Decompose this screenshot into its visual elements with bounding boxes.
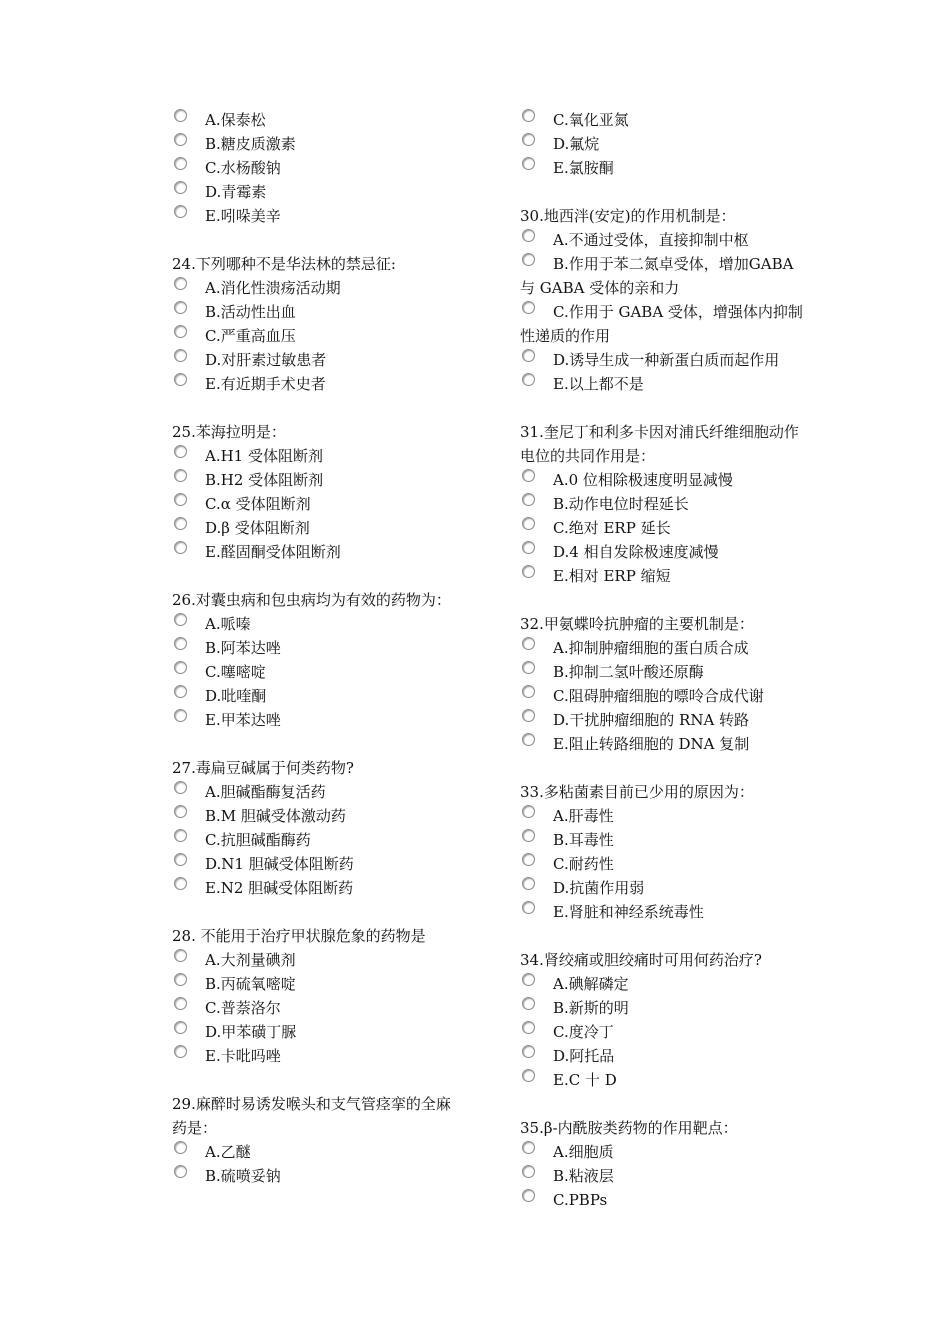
option[interactable] <box>520 1164 812 1188</box>
option[interactable] <box>520 156 812 180</box>
radio-button-icon[interactable] <box>522 157 535 170</box>
option-label: D.抗菌作用弱 <box>553 879 645 897</box>
option-label: E.吲哚美辛 <box>205 207 281 225</box>
radio-button-icon[interactable] <box>174 133 187 146</box>
option-label: E.肾脏和神经系统毒性 <box>553 903 704 921</box>
radio-button-icon[interactable] <box>522 301 535 314</box>
option-label: D.阿托品 <box>553 1047 615 1065</box>
question-stem: 25.苯海拉明是： <box>172 423 286 441</box>
option-label: E.相对 ERP 缩短 <box>553 567 671 585</box>
question-stem: 26.对囊虫病和包虫病均为有效的药物为： <box>172 591 451 609</box>
option-label: D.干扰肿瘤细胞的 RNA 转路 <box>553 711 750 729</box>
question-stem: 24.下列哪种不是华法林的禁忌征: <box>172 255 396 273</box>
option[interactable] <box>172 636 464 660</box>
option[interactable] <box>520 900 812 924</box>
question-block <box>172 756 464 900</box>
option-label: C.普萘洛尔 <box>205 999 281 1017</box>
radio-button-icon[interactable] <box>174 517 187 530</box>
option-label: D.吡喹酮 <box>205 687 267 705</box>
question-stem: 32.甲氨蝶呤抗肿瘤的主要机制是： <box>520 615 754 633</box>
radio-button-icon[interactable] <box>174 613 187 626</box>
option-label: C.氧化亚氮 <box>553 111 629 129</box>
option-label: D.N1 胆碱受体阻断药 <box>205 855 354 873</box>
radio-button-icon[interactable] <box>522 1141 535 1154</box>
radio-button-icon[interactable] <box>522 1045 535 1058</box>
radio-button-icon[interactable] <box>174 349 187 362</box>
radio-button-icon[interactable] <box>522 709 535 722</box>
option[interactable] <box>172 1020 464 1044</box>
option[interactable] <box>520 1188 812 1212</box>
option[interactable] <box>520 300 812 348</box>
radio-button-icon[interactable] <box>522 733 535 746</box>
option[interactable] <box>172 972 464 996</box>
question-block <box>172 924 464 1068</box>
option-label: C.噻嘧啶 <box>205 663 266 681</box>
option-label: E.阻止转路细胞的 DNA 复制 <box>553 735 750 753</box>
radio-button-icon[interactable] <box>522 901 535 914</box>
radio-button-icon[interactable] <box>174 1141 187 1154</box>
option[interactable] <box>520 228 812 252</box>
radio-button-icon[interactable] <box>174 637 187 650</box>
radio-button-icon[interactable] <box>174 109 187 122</box>
radio-button-icon[interactable] <box>174 541 187 554</box>
question-block <box>172 420 464 564</box>
option-label: C.α 受体阻断剂 <box>205 495 311 513</box>
option[interactable] <box>172 1164 464 1188</box>
option[interactable] <box>172 804 464 828</box>
radio-button-icon[interactable] <box>174 1165 187 1178</box>
option-label: A.肝毒性 <box>553 807 614 825</box>
radio-button-icon[interactable] <box>174 949 187 962</box>
radio-button-icon[interactable] <box>174 157 187 170</box>
option[interactable] <box>520 684 812 708</box>
option-label: B.阿苯达唑 <box>205 639 281 657</box>
radio-button-icon[interactable] <box>522 661 535 674</box>
option-label: B.耳毒性 <box>553 831 614 849</box>
radio-button-icon[interactable] <box>174 997 187 1010</box>
option[interactable] <box>172 324 464 348</box>
option[interactable] <box>520 804 812 828</box>
option[interactable] <box>520 372 812 396</box>
option[interactable] <box>172 708 464 732</box>
radio-button-icon[interactable] <box>522 637 535 650</box>
right-column <box>520 108 812 1212</box>
radio-button-icon[interactable] <box>174 445 187 458</box>
radio-button-icon[interactable] <box>174 781 187 794</box>
option[interactable] <box>172 348 464 372</box>
radio-button-icon[interactable] <box>174 973 187 986</box>
option[interactable] <box>520 540 812 564</box>
radio-button-icon[interactable] <box>174 853 187 866</box>
radio-button-icon[interactable] <box>174 205 187 218</box>
question-block <box>520 1116 812 1212</box>
option[interactable] <box>172 1044 464 1068</box>
option[interactable] <box>520 492 812 516</box>
option-label: C.抗胆碱酯酶药 <box>205 831 311 849</box>
radio-button-icon[interactable] <box>174 877 187 890</box>
option-label: A.乙醚 <box>205 1143 251 1161</box>
radio-button-icon[interactable] <box>174 469 187 482</box>
option[interactable] <box>172 204 464 228</box>
option-label: A.细胞质 <box>553 1143 614 1161</box>
left-column <box>172 108 464 1188</box>
option-label: B.作用于苯二氮卓受体，增加GABA 与 GABA 受体的亲和力 <box>520 255 794 297</box>
radio-button-icon[interactable] <box>522 1165 535 1178</box>
question-stem: 34.肾绞痛或胆绞痛时可用何药治疗? <box>520 951 762 969</box>
option[interactable] <box>520 1140 812 1164</box>
option-label: E.卡吡吗唑 <box>205 1047 281 1065</box>
option[interactable] <box>520 348 812 372</box>
option-label: D.β 受体阻断剂 <box>205 519 310 537</box>
radio-button-icon[interactable] <box>522 373 535 386</box>
radio-button-icon[interactable] <box>522 565 535 578</box>
option[interactable] <box>172 444 464 468</box>
radio-button-icon[interactable] <box>174 709 187 722</box>
option[interactable] <box>520 108 812 132</box>
option-label: A.H1 受体阻断剂 <box>205 447 323 465</box>
question-stem: 30.地西泮(安定)的作用机制是： <box>520 207 736 225</box>
radio-button-icon[interactable] <box>174 1045 187 1058</box>
radio-button-icon[interactable] <box>522 469 535 482</box>
option-label: D.氟烷 <box>553 135 600 153</box>
option[interactable] <box>172 156 464 180</box>
radio-button-icon[interactable] <box>174 661 187 674</box>
option[interactable] <box>172 1140 464 1164</box>
option[interactable] <box>520 1068 812 1092</box>
question-block <box>172 1092 464 1188</box>
option[interactable] <box>172 132 464 156</box>
radio-button-icon[interactable] <box>174 805 187 818</box>
option[interactable] <box>172 180 464 204</box>
radio-button-icon[interactable] <box>174 325 187 338</box>
option-label: D.甲苯磺丁脲 <box>205 1023 297 1041</box>
option[interactable] <box>520 660 812 684</box>
option-label: B.H2 受体阻断剂 <box>205 471 324 489</box>
question-stem: 27.毒扁豆碱属于何类药物? <box>172 759 354 777</box>
option-label: E.有近期手术史者 <box>205 375 326 393</box>
question-block <box>520 780 812 924</box>
question-block <box>520 108 812 180</box>
option-label: C.耐药性 <box>553 855 614 873</box>
radio-button-icon[interactable] <box>174 181 187 194</box>
option-label: C.阻碍肿瘤细胞的嘌呤合成代谢 <box>553 687 764 705</box>
option[interactable] <box>172 948 464 972</box>
option-label: B.粘液层 <box>553 1167 614 1185</box>
question-block <box>520 948 812 1092</box>
option[interactable] <box>172 684 464 708</box>
option[interactable] <box>172 468 464 492</box>
radio-button-icon[interactable] <box>522 973 535 986</box>
question-block <box>520 612 812 756</box>
option-label: E.C 十 D <box>553 1071 617 1089</box>
radio-button-icon[interactable] <box>522 229 535 242</box>
option-label: E.氯胺酮 <box>553 159 614 177</box>
radio-button-icon[interactable] <box>522 805 535 818</box>
radio-button-icon[interactable] <box>522 1189 535 1202</box>
radio-button-icon[interactable] <box>522 877 535 890</box>
option[interactable] <box>520 852 812 876</box>
option-label: B.动作电位时程延长 <box>553 495 689 513</box>
option-label: B.丙硫氧嘧啶 <box>205 975 296 993</box>
radio-button-icon[interactable] <box>522 829 535 842</box>
option-label: D.4 相自发除极速度减慢 <box>553 543 719 561</box>
radio-button-icon[interactable] <box>174 1021 187 1034</box>
option[interactable] <box>172 996 464 1020</box>
radio-button-icon[interactable] <box>174 493 187 506</box>
option[interactable] <box>172 300 464 324</box>
option[interactable] <box>172 780 464 804</box>
option[interactable] <box>172 492 464 516</box>
option-label: C.作用于 GABA 受体，增强体内抑制性递质的作用 <box>520 303 803 345</box>
radio-button-icon[interactable] <box>174 301 187 314</box>
radio-button-icon[interactable] <box>522 517 535 530</box>
option-label: B.糖皮质激素 <box>205 135 296 153</box>
radio-button-icon[interactable] <box>174 685 187 698</box>
option[interactable] <box>520 516 812 540</box>
question-block <box>172 108 464 228</box>
radio-button-icon[interactable] <box>174 277 187 290</box>
option-label: C.度冷丁 <box>553 1023 614 1041</box>
option[interactable] <box>172 276 464 300</box>
question-block <box>172 252 464 396</box>
option[interactable] <box>520 132 812 156</box>
radio-button-icon[interactable] <box>522 997 535 1010</box>
option[interactable] <box>172 108 464 132</box>
option-label: B.抑制二氢叶酸还原酶 <box>553 663 704 681</box>
option-label: D.诱导生成一种新蛋白质而起作用 <box>553 351 780 369</box>
question-stem: 35.β-内酰胺类药物的作用靶点： <box>520 1119 738 1137</box>
question-stem: 29.麻醉时易诱发喉头和支气管痉挛的全麻药是： <box>172 1095 451 1137</box>
option-label: E.N2 胆碱受体阻断药 <box>205 879 354 897</box>
option-label: C.水杨酸钠 <box>205 159 281 177</box>
question-block <box>520 204 812 396</box>
option[interactable] <box>520 828 812 852</box>
question-block <box>520 420 812 588</box>
option[interactable] <box>520 972 812 996</box>
option[interactable] <box>520 732 812 756</box>
option-label: A.保泰松 <box>205 111 266 129</box>
option[interactable] <box>520 636 812 660</box>
option-label: A.0 位相除极速度明显减慢 <box>553 471 733 489</box>
option-label: B.M 胆碱受体激动药 <box>205 807 346 825</box>
option[interactable] <box>172 516 464 540</box>
option[interactable] <box>520 1044 812 1068</box>
question-stem: 33.多粘菌素目前已少用的原因为： <box>520 783 754 801</box>
radio-button-icon[interactable] <box>174 373 187 386</box>
radio-button-icon[interactable] <box>522 133 535 146</box>
option[interactable] <box>520 996 812 1020</box>
radio-button-icon[interactable] <box>174 829 187 842</box>
radio-button-icon[interactable] <box>522 493 535 506</box>
option[interactable] <box>172 876 464 900</box>
option-label: A.碘解磷定 <box>553 975 629 993</box>
option[interactable] <box>172 612 464 636</box>
option[interactable] <box>520 252 812 300</box>
radio-button-icon[interactable] <box>522 109 535 122</box>
option-label: E.以上都不是 <box>553 375 644 393</box>
question-stem: 31.奎尼丁和利多卡因对浦氏纤维细胞动作电位的共同作用是： <box>520 423 799 465</box>
option-label: D.对肝素过敏患者 <box>205 351 327 369</box>
radio-button-icon[interactable] <box>522 1021 535 1034</box>
option[interactable] <box>172 372 464 396</box>
option[interactable] <box>520 564 812 588</box>
option-label: A.哌嗪 <box>205 615 251 633</box>
option[interactable] <box>520 1020 812 1044</box>
radio-button-icon[interactable] <box>522 541 535 554</box>
option-label: E.醛固酮受体阻断剂 <box>205 543 341 561</box>
radio-button-icon[interactable] <box>522 253 535 266</box>
option[interactable] <box>172 540 464 564</box>
option-label: A.消化性溃疡活动期 <box>205 279 341 297</box>
option-label: A.抑制肿瘤细胞的蛋白质合成 <box>553 639 749 657</box>
option-label: B.活动性出血 <box>205 303 296 321</box>
option-label: A.大剂量碘剂 <box>205 951 296 969</box>
option-label: C.绝对 ERP 延长 <box>553 519 671 537</box>
option[interactable] <box>172 852 464 876</box>
radio-button-icon[interactable] <box>522 685 535 698</box>
option[interactable] <box>172 660 464 684</box>
option-label: C.严重高血压 <box>205 327 296 345</box>
option[interactable] <box>520 468 812 492</box>
option-label: D.青霉素 <box>205 183 267 201</box>
option-label: E.甲苯达唑 <box>205 711 281 729</box>
option-label: A.胆碱酯酶复活药 <box>205 783 326 801</box>
radio-button-icon[interactable] <box>522 349 535 362</box>
option-label: A.不通过受体，直接抑制中枢 <box>553 231 749 249</box>
radio-button-icon[interactable] <box>522 1069 535 1082</box>
option-label: C.PBPs <box>553 1191 608 1209</box>
option-label: B.新斯的明 <box>553 999 629 1017</box>
option[interactable] <box>520 876 812 900</box>
radio-button-icon[interactable] <box>522 853 535 866</box>
option[interactable] <box>520 708 812 732</box>
option-label: B.硫喷妥钠 <box>205 1167 281 1185</box>
question-stem: 28. 不能用于治疗甲状腺危象的药物是 <box>172 927 426 945</box>
option[interactable] <box>172 828 464 852</box>
question-block <box>172 588 464 732</box>
